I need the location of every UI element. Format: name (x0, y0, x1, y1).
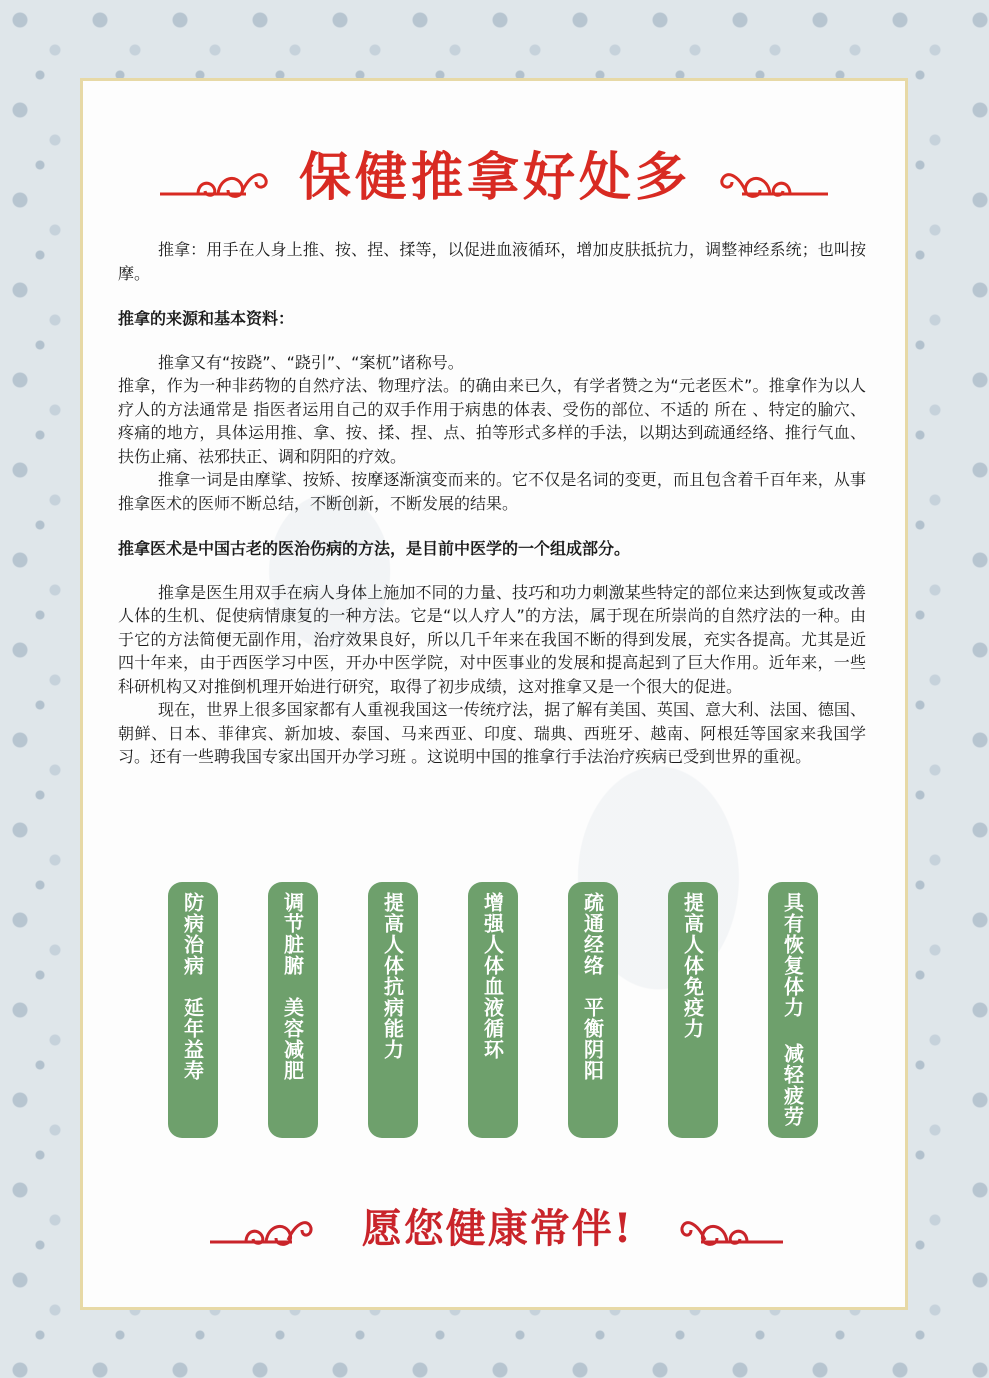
right-swirl-ornament (720, 162, 830, 202)
footer-slogan: 愿您健康常伴! (361, 1205, 634, 1252)
benefit-pill: 提高人体免疫力 (668, 882, 718, 1138)
paragraph-method: 推拿是医生用双手在病人身体上施加不同的力量、技巧和功力刺激某些特定的部位来达到恢复或改善人体的生机、促使病情康复的一种方法。它是“以人疗人”的方法，属于现在所崇尚的自然疗法的一种。由于它的方法简便无副作用，治疗效果良好，所以几千年来在我国不断的得到发展，充实各提高。尤其是近四十年来，由于西医学习中医，开办中医学院，对中医事业的发展和提高起到了巨大作用。近年来，一些科研机构又对推倒机理开始进行研究，取得了初步成绩，这对推拿又是一个很大的促进。 (118, 582, 866, 696)
benefit-pill: 调节脏腑 美容减肥 (268, 882, 318, 1138)
benefit-pill: 具有恢复体力 减轻疲劳 (768, 882, 818, 1138)
page-title: 保健推拿好处多 (298, 148, 691, 208)
paragraph-names: 推拿又有“按跷”、“跷引”、“案杌”诸称号。 (158, 352, 464, 372)
benefit-pill: 提高人体抗病能力 (368, 882, 418, 1138)
paragraph-world: 现在，世界上很多国家都有人重视我国这一传统疗法，据了解有美国、英国、意大利、法国、德国、朝鲜、日本、菲律宾、新加坡、泰国、马来西亚、印度、瑞典、西班牙、越南、阿根廷等国家来我国学习。还有一些聘我国专家出国开办学习班 。这说明中国的推拿行手法治疗疾病已受到世界的重视。 (118, 700, 866, 766)
intro-paragraph: 推拿：用手在人身上推、按、捏、揉等，以促进血液循环，增加皮肤抵抗力，调整神经系统；也叫按摩。 (118, 240, 866, 283)
article-body (118, 238, 866, 769)
section-heading-origin: 推拿的来源和基本资料： (118, 309, 295, 328)
benefit-pills (168, 882, 828, 1138)
footer-right-swirl (680, 1210, 785, 1250)
benefit-pill: 增强人体血液循环 (468, 882, 518, 1138)
paragraph-history: 推拿一词是由摩挲、按矫、按摩逐渐演变而来的。它不仅是名词的变更，而且包含着千百年来，从事推拿医术的医师不断总结，不断创新，不断发展的结果。 (118, 470, 866, 513)
left-swirl-ornament (158, 162, 268, 202)
benefit-pill: 疏通经络 平衡阴阳 (568, 882, 618, 1138)
paragraph-description: 推拿，作为一种非药物的自然疗法、物理疗法。的确由来已久，有学者赞之为“元老医术”。推拿作为以人疗人的方法通常是 指医者运用自己的双手作用于病患的体表、受伤的部位、不适的 所在 、特定的腧穴、疼痛的地方，具体运用推、拿、按、揉、捏、点、拍等形式多样的手法，以期达到疏通经络、推行气血、扶伤止痛、祛邪扶正、调和阴阳的疗效。 (118, 376, 866, 466)
footer-banner (0, 1196, 989, 1266)
title-banner (0, 140, 989, 220)
section-heading-ancient: 推拿医术是中国古老的医治伤病的方法，是目前中医学的一个组成部分。 (118, 539, 631, 558)
footer-left-swirl (208, 1210, 313, 1250)
benefit-pill: 防病治病 延年益寿 (168, 882, 218, 1138)
